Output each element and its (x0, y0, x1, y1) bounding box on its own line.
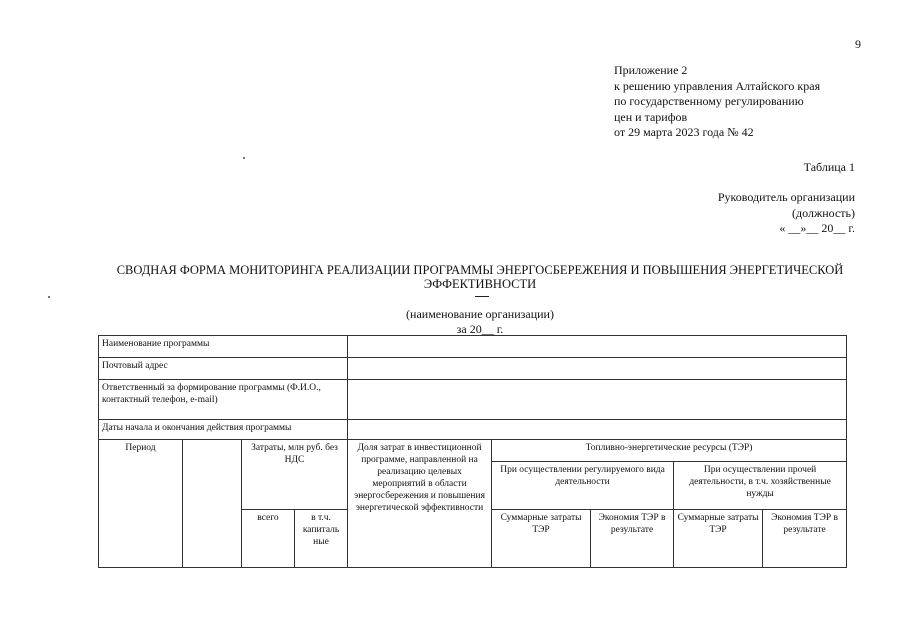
organization-blank-line (475, 296, 489, 297)
table-row (99, 380, 847, 420)
approval-line: « __»__ 20__ г. (779, 221, 855, 235)
program-dates-label: Даты начала и окончания действия программы (99, 420, 348, 440)
responsible-label: Ответственный за формирование программы (Ф.И.О., контактный телефон, e-mail) (99, 380, 348, 420)
form-title: СВОДНАЯ ФОРМА МОНИТОРИНГА РЕАЛИЗАЦИИ ПРОГРАММЫ ЭНЕРГОСБЕРЕЖЕНИЯ И ПОВЫШЕНИЯ ЭНЕРГЕТИЧЕСКОЙ ЭФФЕКТИВНОСТИ (116, 263, 844, 291)
other-total-fer-header: Суммарные затраты ТЭР (674, 510, 763, 568)
appendix-line: по государственному регулированию (614, 94, 804, 108)
program-dates-value (348, 420, 847, 440)
appendix-line: от 29 марта 2023 года № 42 (614, 125, 754, 139)
organization-caption: (наименование организации) (406, 307, 554, 321)
program-name-value (348, 336, 847, 358)
table-number: Таблица 1 (803, 160, 855, 174)
approval-block (718, 190, 855, 237)
costs-capital-header: в т.ч. капиталь ные (295, 510, 348, 568)
scan-speck (243, 157, 245, 159)
page-number: 9 (855, 37, 861, 51)
appendix-line: к решению управления Алтайского края (614, 78, 821, 93)
costs-header: Затраты, млн руб. без НДС (242, 440, 348, 510)
table-row (99, 336, 847, 358)
report-period: за 20__ г. (456, 322, 504, 336)
postal-address-label: Почтовый адрес (99, 358, 348, 380)
appendix-header (614, 63, 820, 141)
share-header: Доля затрат в инвестиционной программе, направленной на реализацию целевых мероприятий в области энергосбережения и повышения энергетической эффективности (348, 440, 492, 568)
monitoring-form-table (98, 335, 847, 568)
scan-speck (48, 296, 50, 298)
fer-header: Топливно-энергетические ресурсы (ТЭР) (492, 440, 847, 462)
program-name-label: Наименование программы (99, 336, 348, 358)
table-row (99, 440, 847, 462)
responsible-value (348, 380, 847, 420)
table-row (99, 420, 847, 440)
regulated-saving-fer-header: Экономия ТЭР в результате (591, 510, 674, 568)
appendix-line: Приложение 2 (614, 63, 688, 77)
approval-line: Руководитель организации (717, 190, 855, 204)
regulated-total-fer-header: Суммарные затраты ТЭР (492, 510, 591, 568)
period-header: Период (99, 440, 183, 568)
table-row (99, 358, 847, 380)
approval-line: (должность) (792, 205, 855, 220)
other-activity-header: При осуществлении прочей деятельности, в т.ч. хозяйственные нужды (674, 462, 847, 510)
empty-header-cell (183, 440, 242, 568)
regulated-activity-header: При осуществлении регулируемого вида деятельности (492, 462, 674, 510)
other-saving-fer-header: Экономия ТЭР в результате (763, 510, 847, 568)
postal-address-value (348, 358, 847, 380)
costs-total-header: всего (242, 510, 295, 568)
appendix-line: цен и тарифов (614, 109, 688, 124)
